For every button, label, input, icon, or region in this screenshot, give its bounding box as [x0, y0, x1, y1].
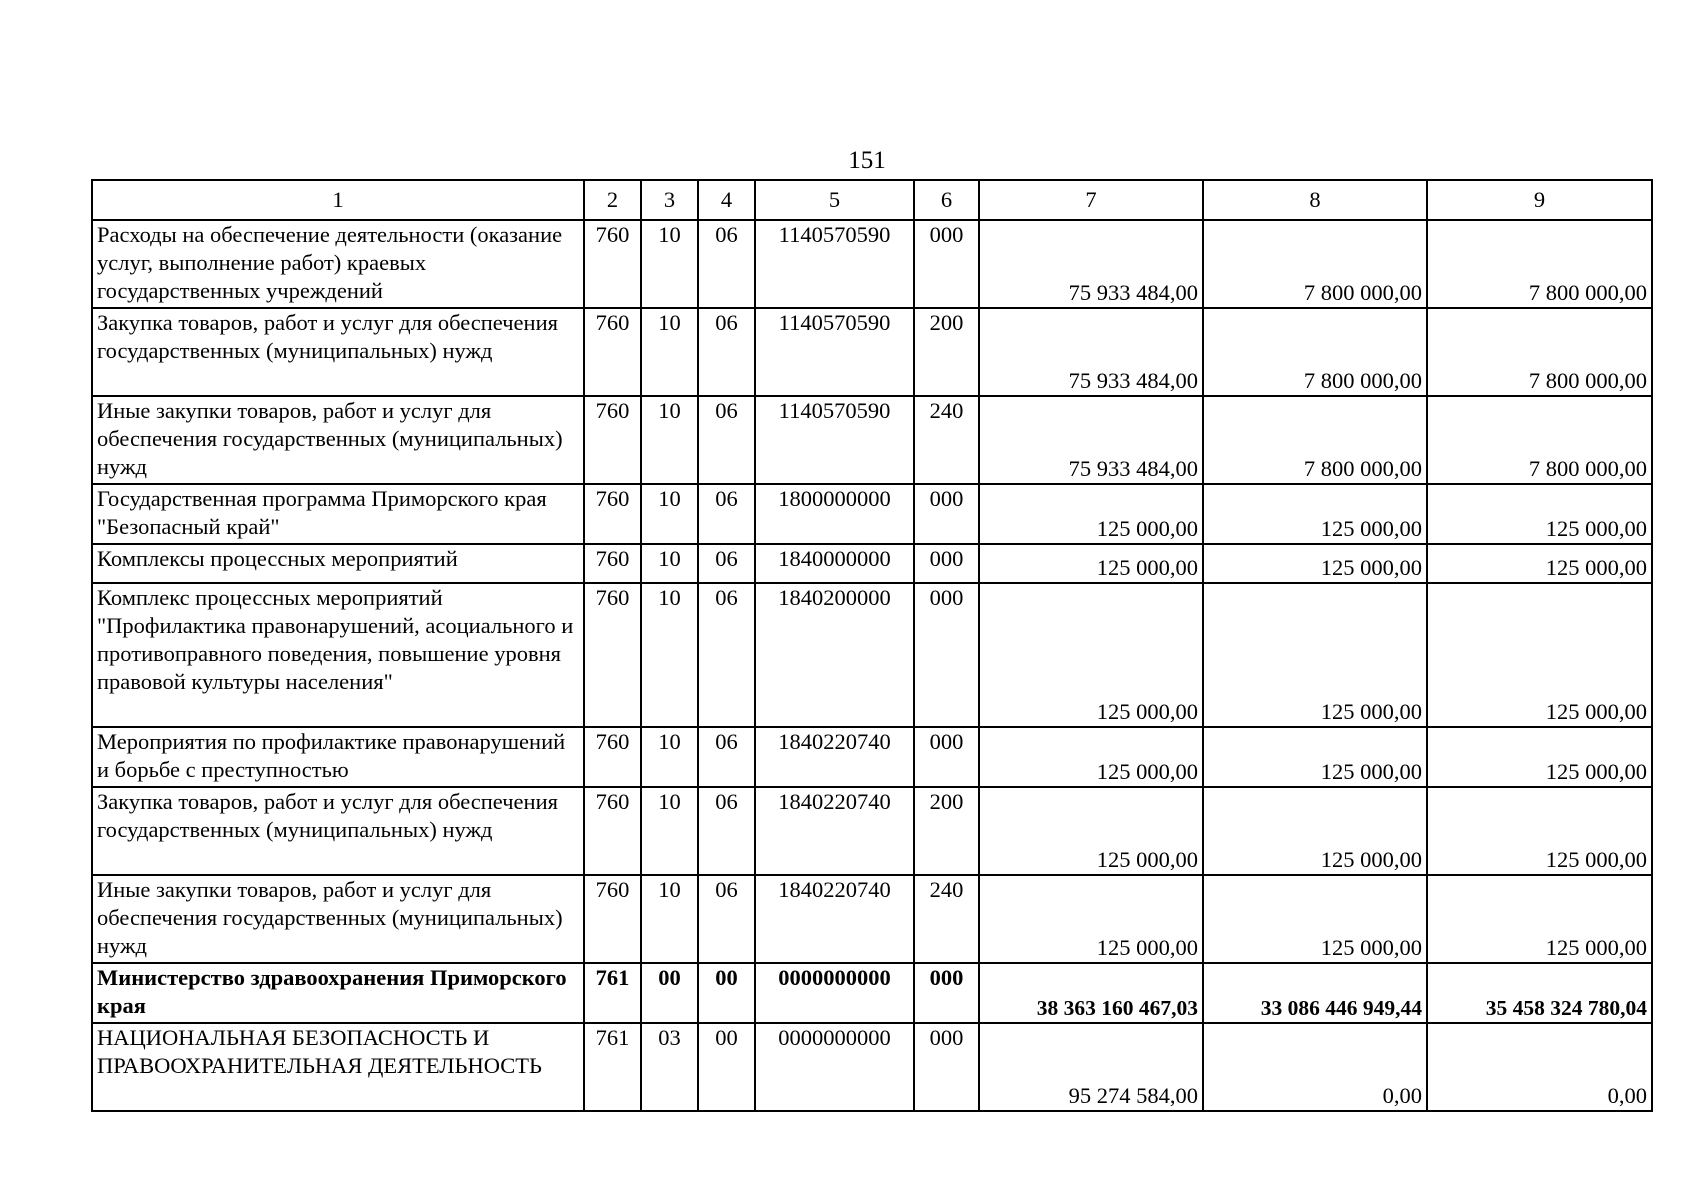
- admin-code-cell: 760: [584, 875, 641, 963]
- header-col-2: 2: [584, 180, 641, 220]
- expense-type-cell: 240: [914, 875, 979, 963]
- target-code-cell: 1840200000: [755, 583, 914, 727]
- amount-col-7-cell: 125 000,00: [979, 875, 1203, 963]
- row-name-cell: Расходы на обеспечение деятельности (оказание услуг, выполнение работ) краевых государственных учреждений: [92, 220, 584, 308]
- row-name-cell: Иные закупки товаров, работ и услуг для обеспечения государственных (муниципальных) нужд: [92, 396, 584, 484]
- target-code-cell: 1140570590: [755, 308, 914, 396]
- amount-col-9-cell: 7 800 000,00: [1427, 220, 1652, 308]
- expense-type-cell: 000: [914, 727, 979, 787]
- admin-code-cell: 760: [584, 787, 641, 875]
- amount-col-7-cell: 125 000,00: [979, 727, 1203, 787]
- amount-col-7-cell: 125 000,00: [979, 484, 1203, 544]
- target-code-cell: 1840220740: [755, 727, 914, 787]
- amount-col-8-cell: 125 000,00: [1203, 484, 1427, 544]
- table-row: [92, 727, 1652, 787]
- expense-type-cell: 200: [914, 308, 979, 396]
- section-code-cell: 10: [641, 396, 698, 484]
- expense-type-cell: 000: [914, 963, 979, 1023]
- admin-code-cell: 761: [584, 963, 641, 1023]
- expense-type-cell: 000: [914, 484, 979, 544]
- header-col-7: 7: [979, 180, 1203, 220]
- amount-col-9-cell: 125 000,00: [1427, 583, 1652, 727]
- subsection-code-cell: 00: [698, 1023, 755, 1111]
- amount-col-7-cell: 75 933 484,00: [979, 308, 1203, 396]
- section-code-cell: 10: [641, 875, 698, 963]
- subsection-code-cell: 06: [698, 875, 755, 963]
- expense-type-cell: 000: [914, 220, 979, 308]
- subsection-code-cell: 06: [698, 583, 755, 727]
- subsection-code-cell: 06: [698, 220, 755, 308]
- subsection-code-cell: 06: [698, 308, 755, 396]
- header-col-6: 6: [914, 180, 979, 220]
- table-row: [92, 583, 1652, 727]
- table-row: [92, 787, 1652, 875]
- subsection-code-cell: 06: [698, 484, 755, 544]
- table-row: [92, 544, 1652, 583]
- row-name-cell: Государственная программа Приморского края "Безопасный край": [92, 484, 584, 544]
- section-code-cell: 10: [641, 484, 698, 544]
- row-name-cell: Закупка товаров, работ и услуг для обеспечения государственных (муниципальных) нужд: [92, 787, 584, 875]
- expense-type-cell: 200: [914, 787, 979, 875]
- expense-type-cell: 000: [914, 1023, 979, 1111]
- amount-col-9-cell: 0,00: [1427, 1023, 1652, 1111]
- amount-col-7-cell: 95 274 584,00: [979, 1023, 1203, 1111]
- amount-col-7-cell: 75 933 484,00: [979, 396, 1203, 484]
- header-col-5: 5: [755, 180, 914, 220]
- amount-col-8-cell: 125 000,00: [1203, 583, 1427, 727]
- amount-col-9-cell: 125 000,00: [1427, 484, 1652, 544]
- header-col-8: 8: [1203, 180, 1427, 220]
- table-row-total: [92, 963, 1652, 1023]
- row-name-cell: Комплекс процессных мероприятий "Профилактика правонарушений, асоциального и противоправного поведения, повышение уровня правовой культуры населения": [92, 583, 584, 727]
- expense-type-cell: 000: [914, 544, 979, 583]
- amount-col-7-cell: 125 000,00: [979, 544, 1203, 583]
- section-code-cell: 00: [641, 963, 698, 1023]
- target-code-cell: 1140570590: [755, 396, 914, 484]
- section-code-cell: 10: [641, 727, 698, 787]
- amount-col-8-cell: 7 800 000,00: [1203, 220, 1427, 308]
- section-code-cell: 10: [641, 787, 698, 875]
- row-name-cell: Мероприятия по профилактике правонарушений и борьбе с преступностью: [92, 727, 584, 787]
- row-name-cell: Министерство здравоохранения Приморского края: [92, 963, 584, 1023]
- subsection-code-cell: 06: [698, 727, 755, 787]
- row-name-cell: НАЦИОНАЛЬНАЯ БЕЗОПАСНОСТЬ И ПРАВООХРАНИТЕЛЬНАЯ ДЕЯТЕЛЬНОСТЬ: [92, 1023, 584, 1111]
- amount-col-8-cell: 125 000,00: [1203, 544, 1427, 583]
- row-name-cell: Иные закупки товаров, работ и услуг для обеспечения государственных (муниципальных) нужд: [92, 875, 584, 963]
- amount-col-8-cell: 7 800 000,00: [1203, 396, 1427, 484]
- expense-type-cell: 240: [914, 396, 979, 484]
- header-col-3: 3: [641, 180, 698, 220]
- amount-col-9-cell: 35 458 324 780,04: [1427, 963, 1652, 1023]
- amount-col-9-cell: 7 800 000,00: [1427, 308, 1652, 396]
- page-number: 151: [848, 147, 886, 174]
- amount-col-8-cell: 33 086 446 949,44: [1203, 963, 1427, 1023]
- section-code-cell: 10: [641, 220, 698, 308]
- target-code-cell: 1800000000: [755, 484, 914, 544]
- table-row: [92, 308, 1652, 396]
- section-code-cell: 10: [641, 544, 698, 583]
- amount-col-8-cell: 125 000,00: [1203, 727, 1427, 787]
- target-code-cell: 1140570590: [755, 220, 914, 308]
- table-row: [92, 1023, 1652, 1111]
- amount-col-8-cell: 125 000,00: [1203, 875, 1427, 963]
- amount-col-7-cell: 38 363 160 467,03: [979, 963, 1203, 1023]
- amount-col-9-cell: 125 000,00: [1427, 875, 1652, 963]
- subsection-code-cell: 06: [698, 544, 755, 583]
- header-col-4: 4: [698, 180, 755, 220]
- row-name-cell: Закупка товаров, работ и услуг для обеспечения государственных (муниципальных) нужд: [92, 308, 584, 396]
- target-code-cell: 1840000000: [755, 544, 914, 583]
- amount-col-9-cell: 125 000,00: [1427, 544, 1652, 583]
- target-code-cell: 1840220740: [755, 787, 914, 875]
- amount-col-8-cell: 7 800 000,00: [1203, 308, 1427, 396]
- admin-code-cell: 760: [584, 583, 641, 727]
- budget-table: [91, 179, 1653, 1112]
- row-name-cell: Комплексы процессных мероприятий: [92, 544, 584, 583]
- amount-col-7-cell: 125 000,00: [979, 583, 1203, 727]
- admin-code-cell: 760: [584, 484, 641, 544]
- expense-type-cell: 000: [914, 583, 979, 727]
- admin-code-cell: 760: [584, 308, 641, 396]
- table-row: [92, 484, 1652, 544]
- target-code-cell: 0000000000: [755, 1023, 914, 1111]
- amount-col-7-cell: 75 933 484,00: [979, 220, 1203, 308]
- amount-col-9-cell: 125 000,00: [1427, 787, 1652, 875]
- table-row: [92, 220, 1652, 308]
- subsection-code-cell: 06: [698, 396, 755, 484]
- admin-code-cell: 760: [584, 727, 641, 787]
- amount-col-7-cell: 125 000,00: [979, 787, 1203, 875]
- section-code-cell: 10: [641, 308, 698, 396]
- header-col-1: 1: [92, 180, 584, 220]
- admin-code-cell: 761: [584, 1023, 641, 1111]
- amount-col-9-cell: 125 000,00: [1427, 727, 1652, 787]
- table-row: [92, 396, 1652, 484]
- admin-code-cell: 760: [584, 220, 641, 308]
- target-code-cell: 0000000000: [755, 963, 914, 1023]
- table-header-row: [92, 180, 1652, 220]
- subsection-code-cell: 06: [698, 787, 755, 875]
- amount-col-8-cell: 125 000,00: [1203, 787, 1427, 875]
- section-code-cell: 10: [641, 583, 698, 727]
- admin-code-cell: 760: [584, 544, 641, 583]
- amount-col-8-cell: 0,00: [1203, 1023, 1427, 1111]
- subsection-code-cell: 00: [698, 963, 755, 1023]
- header-col-9: 9: [1427, 180, 1652, 220]
- table-row: [92, 875, 1652, 963]
- admin-code-cell: 760: [584, 396, 641, 484]
- target-code-cell: 1840220740: [755, 875, 914, 963]
- amount-col-9-cell: 7 800 000,00: [1427, 396, 1652, 484]
- section-code-cell: 03: [641, 1023, 698, 1111]
